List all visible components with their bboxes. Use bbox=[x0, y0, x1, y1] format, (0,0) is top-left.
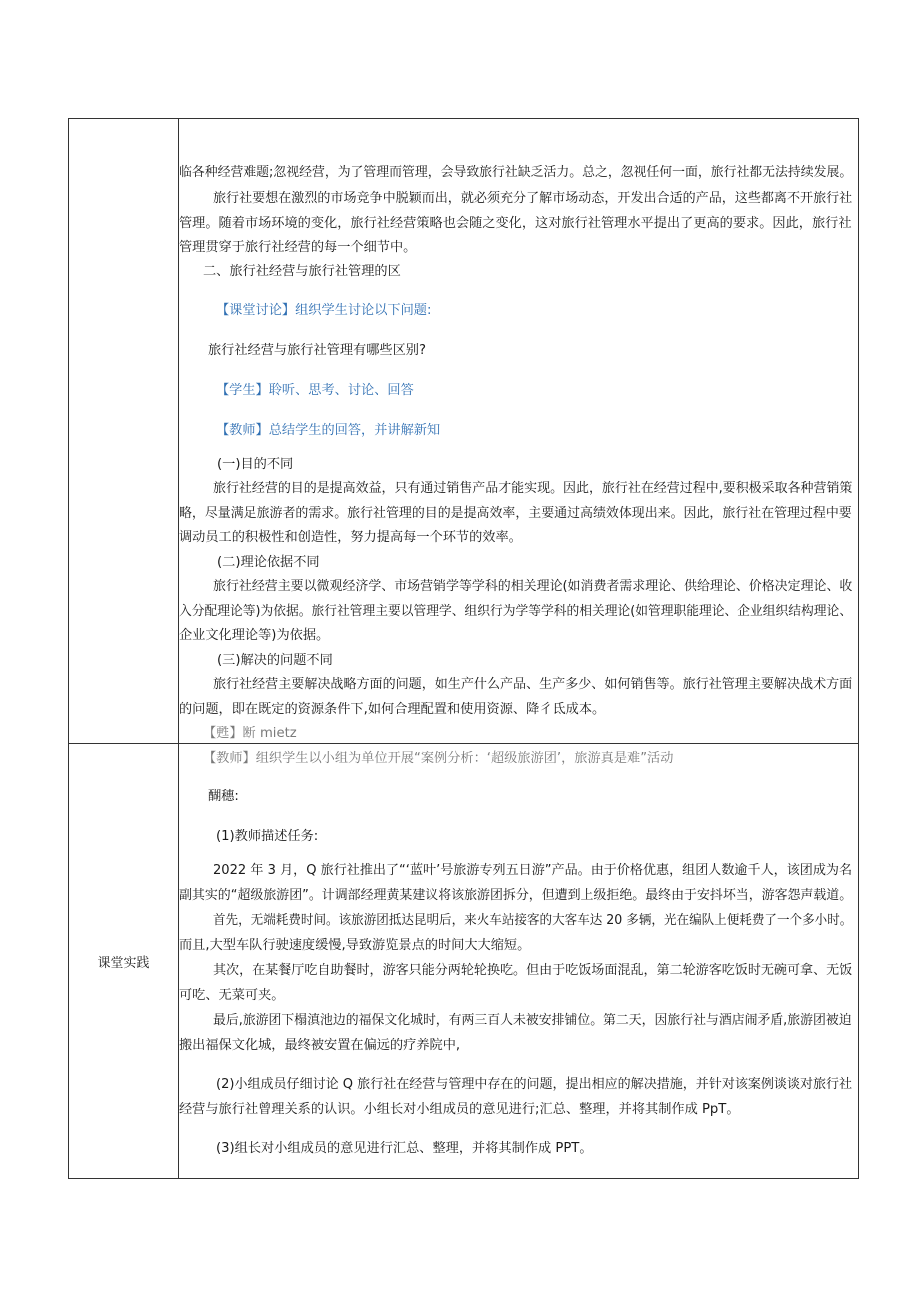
subheading: (二)理论依据不同 bbox=[217, 555, 320, 570]
row-divider bbox=[69, 743, 858, 744]
garbled-label: 【甦】断 mietz bbox=[203, 726, 297, 741]
text-line: 管理贯穿于旅行社经营的每一个细节中。 bbox=[179, 240, 417, 255]
text-line: 旅行社经营的目的是提高效益，只有通过销售产品才能实现。因此，旅行社在经营过程中,要积极采取各种营销策 bbox=[213, 481, 853, 496]
discussion-label: 【课堂讨论】组织学生讨论以下问题: bbox=[216, 303, 432, 318]
text-line: 的问题，即在既定的资源条件下,如何合理配置和使用资源、降彳氐成本。 bbox=[179, 702, 606, 717]
text-line: 略，尽量满足旅游者的需求。旅行社管理的目的是提高效率，主要通过高绩效体现出来。因此，旅行社在管理过程中要 bbox=[179, 506, 852, 521]
section-heading: 二、旅行社经营与旅行社管理的区 bbox=[203, 264, 401, 279]
text-line: 醐穗: bbox=[208, 789, 239, 804]
text-line: 管理。随着市场环境的变化，旅行社经营策略也会随之变化，这对旅行社管理水平提出了更高的要求。因此，旅行社 bbox=[179, 216, 852, 231]
text-line: 最后,旅游团下榻滇池边的福保文化城时，有两三百人未被安排铺位。第二天，因旅行社与酒店闹矛盾,旅游团被迫 bbox=[213, 1013, 852, 1028]
text-line: 旅行社经营主要以微观经济学、市场营销学等学科的相关理论(如消费者需求理论、供给理论、价格决定理论、收 bbox=[213, 579, 853, 594]
text-line: 首先，无端耗费时间。该旅游团抵达昆明后，来火车站接客的大客车达 20 多辆，光在编队上便耗费了一个多小时。 bbox=[213, 913, 853, 928]
text-line: 旅行社经营主要解决战略方面的问题，如生产什么产品、生产多少、如何销售等。旅行社管理主要解决战术方面 bbox=[213, 677, 853, 692]
text-line: 旅行社要想在激烈的市场竞争中脱颖而出，就必须充分了解市场动态，开发出合适的产品，这些都离不开旅行社 bbox=[213, 191, 853, 206]
text-line: (3)组长对小组成员的意见进行汇总、整理，并将其制作成 PPT。 bbox=[216, 1141, 593, 1156]
text-line: 入分配理论等)为依据。旅行社管理主要以管理学、组织行为学等学科的相关理论(如管理职能理论、企业组织结构理论、 bbox=[179, 604, 853, 619]
row-label: 课堂实践 bbox=[97, 955, 150, 971]
student-label: 【学生】聆听、思考、讨论、回答 bbox=[216, 383, 414, 398]
teacher-label: 【教师】总结学生的回答，并讲解新知 bbox=[216, 423, 441, 438]
text-line: 临各种经营难题;忽视经营，为了管理而管理，会导致旅行社缺乏活力。总之，忽视任何一面，旅行社都无法持续发展。 bbox=[179, 165, 853, 180]
text-line: 而且,大型车队行驶速度缓慢,导致游览景点的时间大大缩短。 bbox=[179, 938, 531, 953]
discussion-question: 旅行社经营与旅行社管理有哪些区别? bbox=[208, 343, 426, 358]
text-line: 其次，在某餐厅吃自助餐时，游客只能分两轮轮换吃。但由于吃饭场面混乱，第二轮游客吃饭时无碗可拿、无饭 bbox=[213, 963, 853, 978]
text-line: 可吃、无菜可夹。 bbox=[179, 988, 285, 1003]
text-line: 副其实的“超级旅游团”。计调部经理黄某建议将该旅游团拆分，但遭到上级拒绝。最终由于安抖坏当，游客怨声载道。 bbox=[179, 888, 853, 903]
text-line: (2)小组成员仔细讨论 Q 旅行社在经营与管理中存在的问题，提出相应的解决措施，并针对该案例谈谈对旅行社 bbox=[216, 1077, 853, 1092]
subheading: (一)目的不同 bbox=[217, 457, 294, 472]
text-line: 企业文化理论等)为依据。 bbox=[179, 628, 330, 643]
text-line: 经营与旅行社曾理关系的认识。小组长对小组成员的意见进行;汇总、整理，并将其制作成 PpT。 bbox=[179, 1102, 740, 1117]
text-line: 2022 年 3 月，Q 旅行社推出了“‘蓝叶’号旅游专列五日游”产品。由于价格优惠，组团人数逾千人，该团成为名 bbox=[213, 863, 853, 878]
text-line: 搬出福保文化城，最终被安置在偏远的疗养院中, bbox=[179, 1038, 461, 1053]
subheading: (三)解决的问题不同 bbox=[217, 653, 333, 668]
teacher-activity-label: 【教师】组织学生以小组为单位开展“案例分析：‘超级旅游团’，旅游真是难”活动 bbox=[203, 751, 674, 766]
subheading: (1)教师描述任务: bbox=[216, 829, 319, 844]
column-divider bbox=[178, 119, 179, 1178]
lesson-table bbox=[68, 118, 859, 1179]
text-line: 调动员工的积极性和创造性，努力提高每一个环节的效率。 bbox=[179, 530, 522, 545]
